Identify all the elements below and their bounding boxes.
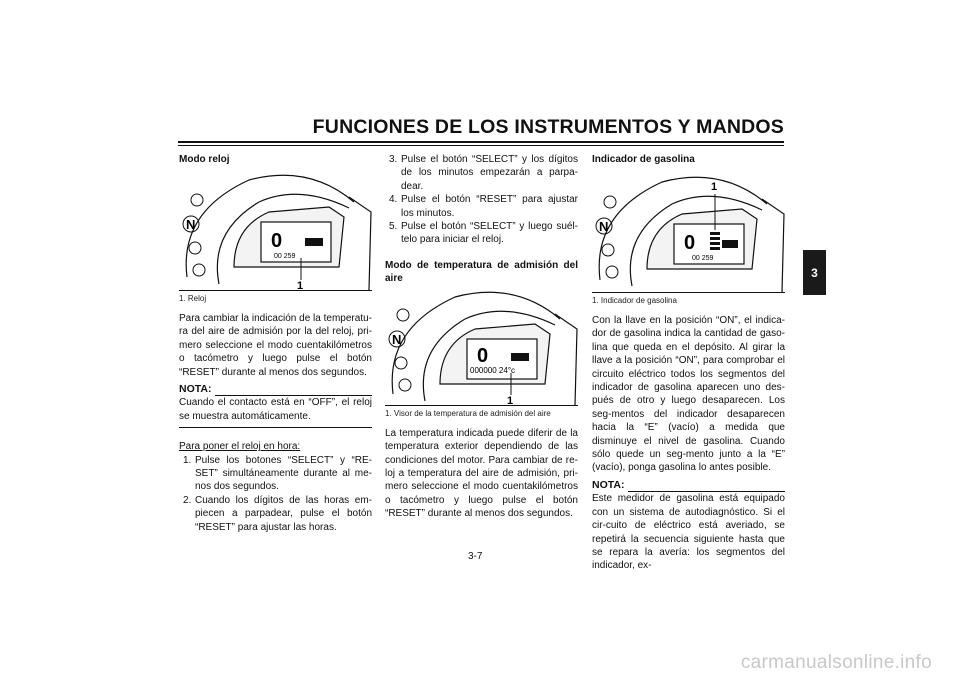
column-2 [385,153,578,521]
paragraph: Con la llave en la posición “ON”, el indica-dor de gasolina indica la cantidad de gaso-lina que queda en el depósito. Al girar la llave a la posición “ON”, para comprobar el circuito eléctrico todos los segmentos del indicador de gasolina aparecen uno des-pués de otro y luego desaparecen. Los seg-mentos del indicador desaparecen hacia la “E” (vacío) a medida que disminuye el nivel de gasolina. Cuando sólo quede un seg-mento junto a la “E” (vacío), ponga gasolina lo antes posible. [592,315,785,474]
svg-text:0: 0 [477,344,489,367]
paragraph: Para cambiar la indicación de la temperatu-ra del aire de admisión por la del reloj, pri-mero seleccione el modo cuentakilómetros o tacómetro y luego pulse el botón “RESET” durante al menos dos segundos. [179,313,372,378]
figure-caption: 1. Reloj [179,294,207,303]
callout-number: 1 [711,181,718,193]
svg-text:N: N [392,331,402,347]
svg-text:0: 0 [684,232,696,254]
figure-caption: 1. Indicador de gasolina [592,296,677,305]
svg-text:N: N [599,219,609,234]
watermark: carmanualsonline.info [740,652,932,673]
list-item: 4. Pulse el botón “RESET” para ajustar los minutos. [389,194,578,219]
steps-list [179,454,372,534]
list-item: 1. Pulse los botones “SELECT” y “RE-SET” simultáneamente durante al me-nos dos segundos. [183,454,372,493]
chapter-tab: 3 [803,250,826,295]
section-heading-air-temperature: Modo de temperatura de admisión del aire [385,259,578,284]
list-item: 3. Pulse el botón “SELECT” y los dígitos de los minutos empezarán a parpa-dear. [389,154,578,192]
column-1 [179,153,372,534]
section-heading-fuel-gauge: Indicador de gasolina [592,154,695,165]
note-end-rule [179,427,372,428]
instrument-cluster-illustration [385,289,578,405]
note-text: Cuando el contacto está en “OFF”, el reloj se muestra automáticamente. [179,397,372,422]
header-rule-thin [178,145,784,146]
note-heading [592,479,785,492]
svg-text:N: N [186,217,196,232]
subheading-set-clock: Para poner el reloj en hora: [179,441,301,453]
column-3 [592,153,785,573]
list-item: 2. Cuando los dígitos de las horas em-piecen a parpadear, pulse el botón “RESET” para ajustar las horas. [183,494,372,533]
page-number: 3-7 [468,551,483,562]
figure-air-temperature [385,289,578,406]
instrument-cluster-illustration [179,172,372,290]
note-heading [179,383,372,396]
steps-list [385,153,578,247]
section-heading-clock-mode: Modo reloj [179,154,230,165]
note-label: NOTA: [592,478,625,491]
note-label: NOTA: [179,383,212,396]
instrument-cluster-illustration [592,172,785,292]
svg-text:000000 24°c: 000000 24°c [470,365,516,375]
note-text: Este medidor de gasolina está equipado con un sistema de autodiagnóstico. Si el cir-cuito de eléctrico está averiado, se repetirá la secuencia siguiente hasta que se repara la avería: los segmentos del indicador, ex- [592,493,785,572]
svg-text:00 259: 00 259 [692,255,714,262]
paragraph: La temperatura indicada puede diferir de la temperatura exterior dependiendo de las condiciones del motor. Para cambiar de re-loj a temperatura del aire de admisión, pri-mero seleccione el modo cuentakilómetros o tacómetro y luego pulse el botón “RESET” durante al menos dos segundos. [385,427,578,520]
header-rule [178,141,784,143]
list-item: 5. Pulse el botón “SELECT” y luego suél-telo para iniciar el reloj. [389,221,578,246]
figure-caption: 1. Visor de la temperatura de admisión del aire [385,408,551,418]
callout-number: 1 [507,394,514,405]
svg-text:00 259: 00 259 [274,253,296,260]
figure-clock [179,172,372,291]
callout-number: 1 [297,280,304,290]
svg-text:0: 0 [271,230,283,252]
page-title: FUNCIONES DE LOS INSTRUMENTOS Y MANDOS [312,116,784,138]
figure-fuel-gauge [592,172,785,293]
